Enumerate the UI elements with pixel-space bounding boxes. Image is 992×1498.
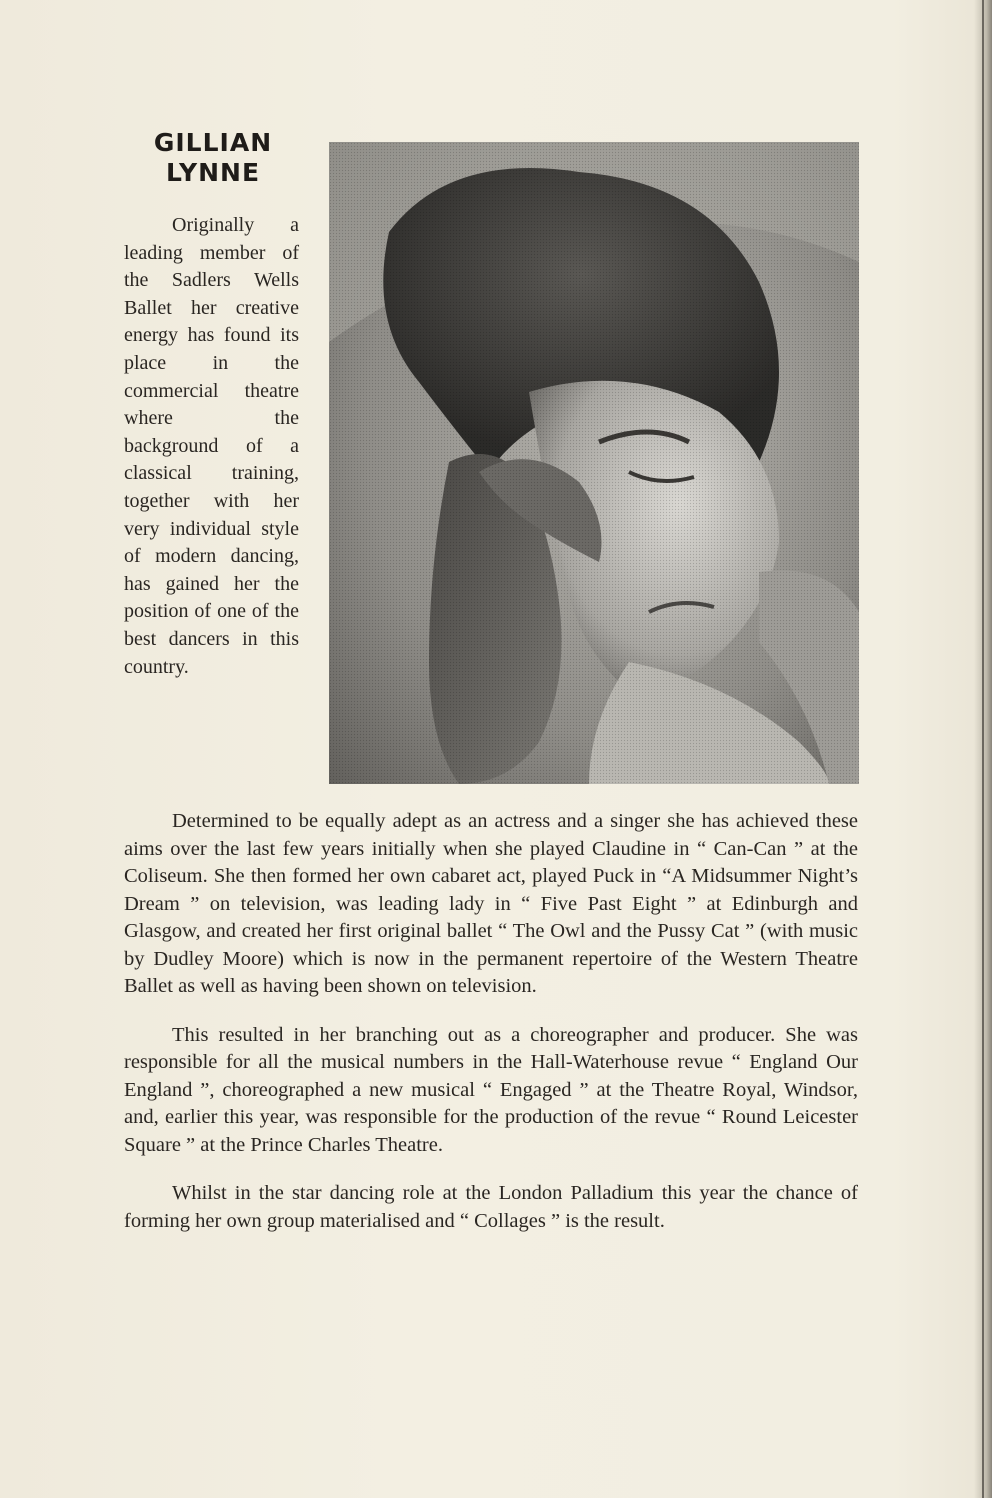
page-edge-line (982, 0, 984, 1498)
article-body (124, 808, 858, 1256)
portrait-photo (329, 142, 859, 784)
heading-first-name: GILLIAN (153, 128, 273, 157)
intro-paragraph: Originally a leading member of the Sadlers Wells Ballet her creative energy has found its place in the commercial theatre where the background of a classical training, together with her very individual style of modern dancing, has gained her the position of one of the best dancers in this country. (124, 214, 299, 678)
heading-last-name: LYNNE (165, 158, 261, 187)
portrait-photo-illustration (329, 142, 859, 784)
body-paragraph: This resulted in her branching out as a choreographer and producer. She was responsible for all the musical numbers in the Hall-Waterhouse revue “ England Our England ”, choreographed a new musical “ Engaged ” at the Theatre Royal, Windsor, and, earlier this year, was responsible for the production of the revue “ Round Leicester Square ” at the Prince Charles Theatre. (124, 1023, 858, 1156)
intro-column (124, 212, 299, 681)
article-heading (128, 128, 298, 188)
body-paragraph: Whilst in the star dancing role at the London Palladium this year the chance of forming her own group materialised and “ Collages ” is the result. (124, 1182, 858, 1232)
body-paragraph: Determined to be equally adept as an actress and a singer she has achieved these aims over the last few years initially when she played Claudine in “ Can-Can ” at the Coliseum. She then formed her own cabaret act, played Puck in “A Midsummer Night’s Dream ” on television, was leading lady in “ Five Past Eight ” at Edinburgh and Glasgow, and created her first original ballet “ The Owl and the Pussy Cat ” (with music by Dudley Moore) which is now in the permanent repertoire of the Western Theatre Ballet as well as having been shown on television. (124, 810, 858, 997)
